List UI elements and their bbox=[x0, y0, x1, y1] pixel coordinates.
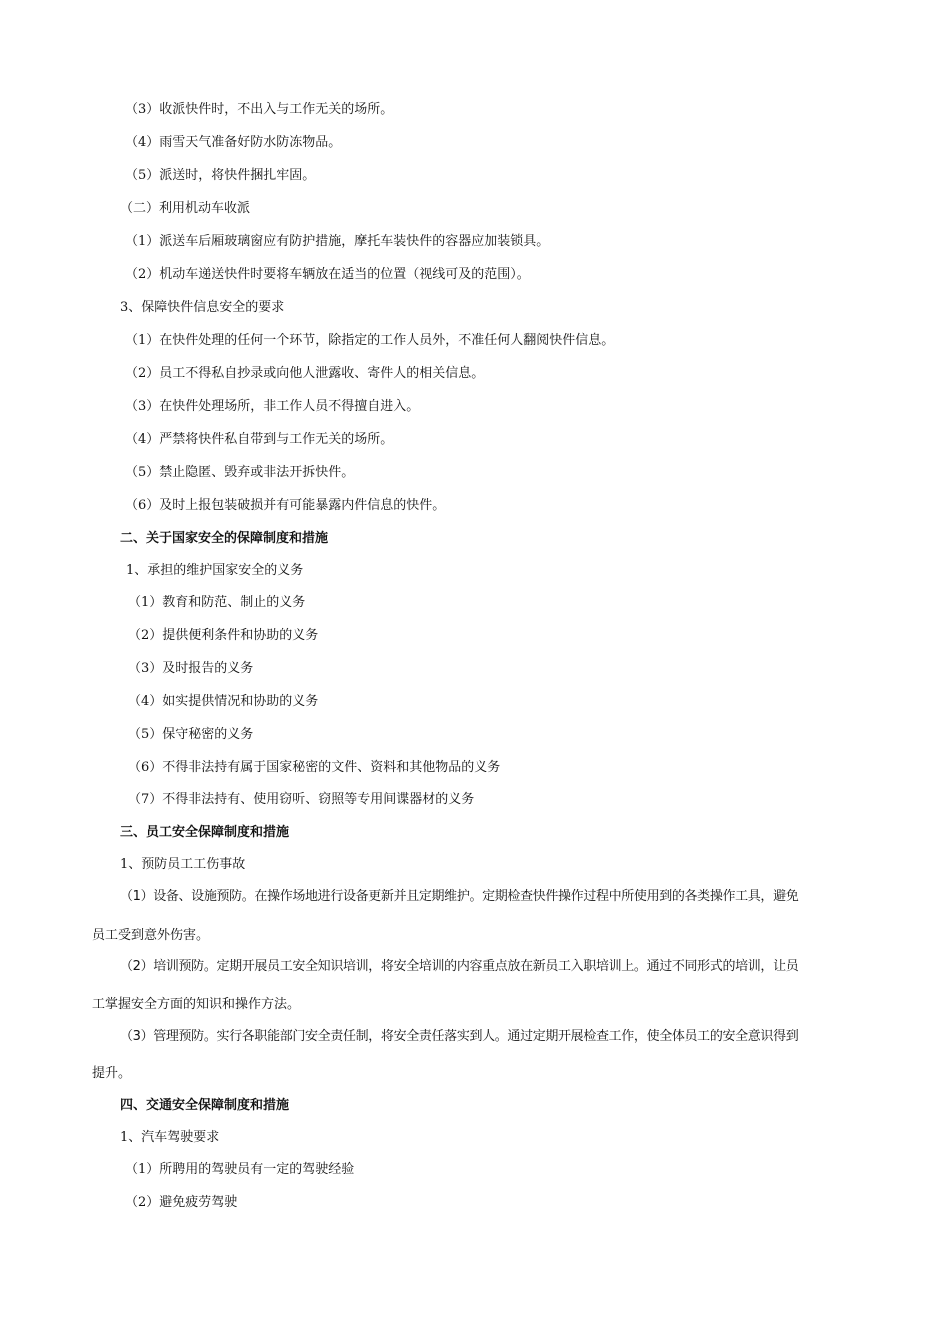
text-line: （6）及时上报包装破损并有可能暴露内件信息的快件。 bbox=[125, 498, 446, 513]
text-line: （4）如实提供情况和协助的义务 bbox=[128, 694, 319, 709]
text-line: （3）在快件处理场所，非工作人员不得擅自进入。 bbox=[125, 399, 420, 414]
subsection-heading: 1、汽车驾驶要求 bbox=[120, 1130, 220, 1145]
subsection-heading: 3、保障快件信息安全的要求 bbox=[120, 300, 285, 315]
paragraph-line: 提升。 bbox=[92, 1066, 132, 1081]
paragraph-line: （2）培训预防。定期开展员工安全知识培训，将安全培训的内容重点放在新员工入职培训上。通过不同形式的培训，让员 bbox=[120, 959, 799, 974]
paragraph-line: 员工受到意外伤害。 bbox=[92, 928, 210, 943]
text-line: （1）所聘用的驾驶员有一定的驾驶经验 bbox=[125, 1162, 355, 1177]
section-heading: 二、关于国家安全的保障制度和措施 bbox=[120, 531, 329, 546]
text-line: （2）避免疲劳驾驶 bbox=[125, 1195, 238, 1210]
text-line: （2）提供便利条件和协助的义务 bbox=[128, 628, 319, 643]
text-line: （4）严禁将快件私自带到与工作无关的场所。 bbox=[125, 432, 394, 447]
text-line: （2）机动车递送快件时要将车辆放在适当的位置（视线可及的范围）。 bbox=[125, 267, 530, 282]
paragraph-line: （1）设备、设施预防。在操作场地进行设备更新并且定期维护。定期检查快件操作过程中所使用到的各类操作工具，避免 bbox=[120, 889, 799, 904]
subsection-heading: （二）利用机动车收派 bbox=[120, 201, 251, 216]
subsection-heading: 1、预防员工工伤事故 bbox=[120, 857, 246, 872]
section-heading: 四、交通安全保障制度和措施 bbox=[120, 1098, 290, 1113]
text-line: （1）派送车后厢玻璃窗应有防护措施，摩托车装快件的容器应加装锁具。 bbox=[125, 234, 550, 249]
text-line: （5）保守秘密的义务 bbox=[128, 727, 254, 742]
section-heading: 三、员工安全保障制度和措施 bbox=[120, 825, 290, 840]
text-line: （1）在快件处理的任何一个环节，除指定的工作人员外，不准任何人翻阅快件信息。 bbox=[125, 333, 615, 348]
text-line: （5）禁止隐匿、毁弃或非法开拆快件。 bbox=[125, 465, 355, 480]
text-line: （3）收派快件时，不出入与工作无关的场所。 bbox=[125, 102, 394, 117]
text-line: （6）不得非法持有属于国家秘密的文件、资料和其他物品的义务 bbox=[128, 760, 501, 775]
text-line: （1）教育和防范、制止的义务 bbox=[128, 595, 306, 610]
text-line: （7）不得非法持有、使用窃听、窃照等专用间谍器材的义务 bbox=[128, 792, 475, 807]
paragraph-line: 工掌握安全方面的知识和操作方法。 bbox=[92, 997, 301, 1012]
text-line: （5）派送时，将快件捆扎牢固。 bbox=[125, 168, 316, 183]
paragraph-line: （3）管理预防。实行各职能部门安全责任制，将安全责任落实到人。通过定期开展检查工作，使全体员工的安全意识得到 bbox=[120, 1029, 799, 1044]
subsection-heading: 1、承担的维护国家安全的义务 bbox=[126, 563, 304, 578]
text-line: （3）及时报告的义务 bbox=[128, 661, 254, 676]
text-line: （2）员工不得私自抄录或向他人泄露收、寄件人的相关信息。 bbox=[125, 366, 485, 381]
text-line: （4）雨雪天气准备好防水防冻物品。 bbox=[125, 135, 342, 150]
